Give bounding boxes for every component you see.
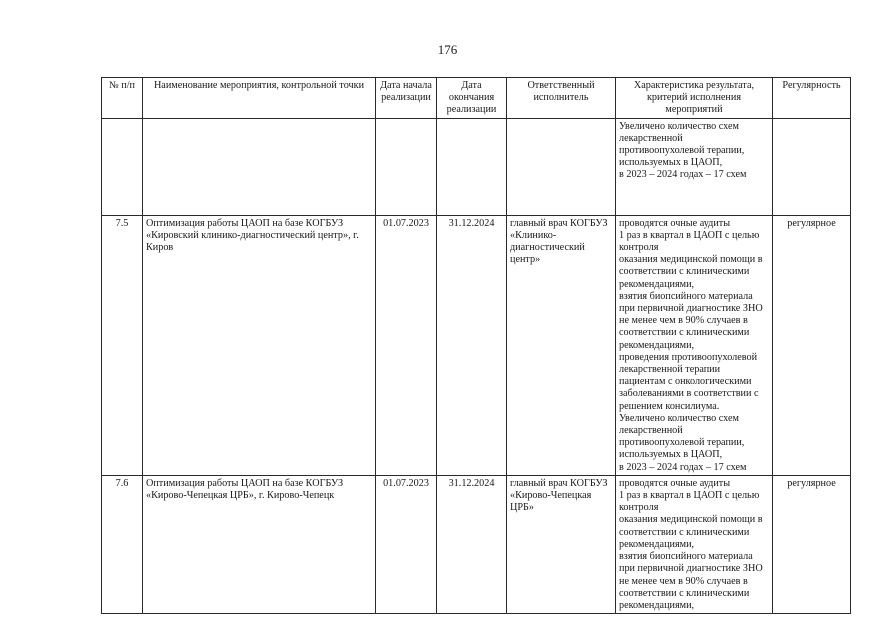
cell-start-date: 01.07.2023 <box>376 475 437 613</box>
cell-num <box>102 118 143 215</box>
page-number: 176 <box>437 42 458 57</box>
result-line: лекарственной <box>619 132 683 144</box>
cell-result <box>616 118 773 215</box>
result-line: используемых в ЦАОП, <box>619 157 723 169</box>
cell-name <box>143 118 376 215</box>
result-line: используемых в ЦАОП, <box>619 449 723 461</box>
cell-num: 7.6 <box>102 475 143 613</box>
result-line: соответствии с клиническими <box>619 327 750 339</box>
result-line: заболеваниями в соответствии с <box>619 388 759 400</box>
cell-num: 7.5 <box>102 215 143 475</box>
cell-end-date: 31.12.2024 <box>437 475 507 613</box>
result-line: соответствии с клиническими <box>619 526 750 538</box>
result-line: Увеличено количество схем <box>619 120 739 132</box>
result-line: пациентам с онкологическими <box>619 376 752 388</box>
result-line: рекомендациями, <box>619 538 695 550</box>
header-result: Характеристика результата, критерий исполнения мероприятий <box>616 78 773 119</box>
result-line: лекарственной терапии <box>619 364 721 376</box>
table-row-7-5 <box>102 215 851 475</box>
cell-result <box>616 475 773 613</box>
result-line: контроля <box>619 502 659 514</box>
cell-start-date: 01.07.2023 <box>376 215 437 475</box>
result-line: Увеличено количество схем <box>619 412 739 424</box>
cell-start-date <box>376 118 437 215</box>
result-line: не менее чем в 90% случаев в <box>619 575 748 587</box>
table-row-7-6 <box>102 475 851 613</box>
cell-end-date: 31.12.2024 <box>437 215 507 475</box>
result-line: рекомендациями, <box>619 599 695 611</box>
result-line: противоопухолевой терапии, <box>619 145 745 157</box>
result-line: проводятся очные аудиты <box>619 217 731 229</box>
cell-regularity <box>773 118 851 215</box>
result-line: рекомендациями, <box>619 339 695 351</box>
result-line: рекомендациями, <box>619 278 695 290</box>
result-line: 1 раз в квартал в ЦАОП с целью <box>619 490 760 502</box>
header-name: Наименование мероприятия, контрольной точки <box>143 78 376 119</box>
cell-regularity: регулярное <box>773 215 851 475</box>
header-start-date: Дата начала реализации <box>376 78 437 119</box>
result-line: при первичной диагностике ЗНО <box>619 303 763 315</box>
table-row-continuation <box>102 118 851 215</box>
header-num: № п/п <box>102 78 143 119</box>
result-line: в 2023 – 2024 годах – 17 схем <box>619 169 747 181</box>
result-line: оказания медицинской помощи в <box>619 514 763 526</box>
cell-regularity: регулярное <box>773 475 851 613</box>
result-line: проведения противоопухолевой <box>619 351 758 363</box>
header-regularity: Регулярность <box>773 78 851 119</box>
result-line: соответствии с клиническими <box>619 587 750 599</box>
activities-table <box>101 77 851 614</box>
result-line: решением консилиума. <box>619 400 720 412</box>
result-line: взятия биопсийного материала <box>619 551 753 563</box>
result-line: соответствии с клиническими <box>619 266 750 278</box>
result-line: лекарственной <box>619 425 683 437</box>
cell-name: Оптимизация работы ЦАОП на базе КОГБУЗ «Кирово-Чепецкая ЦРБ», г. Кирово-Чепецк <box>143 475 376 613</box>
cell-responsible: главный врач КОГБУЗ «Клинико-диагностический центр» <box>507 215 616 475</box>
table-header-row <box>102 78 851 119</box>
cell-name: Оптимизация работы ЦАОП на базе КОГБУЗ «Кировский клинико-диагностический центр», г. Киров <box>143 215 376 475</box>
header-end-date: Дата окончания реализации <box>437 78 507 119</box>
result-line: противоопухолевой терапии, <box>619 437 745 449</box>
result-line: при первичной диагностике ЗНО <box>619 563 763 575</box>
result-line: не менее чем в 90% случаев в <box>619 315 748 327</box>
result-line: в 2023 – 2024 годах – 17 схем <box>619 461 747 473</box>
cell-end-date <box>437 118 507 215</box>
result-line: оказания медицинской помощи в <box>619 254 763 266</box>
result-line: контроля <box>619 242 659 254</box>
result-line: 1 раз в квартал в ЦАОП с целью <box>619 229 760 241</box>
result-line: взятия биопсийного материала <box>619 290 753 302</box>
header-responsible: Ответственный исполнитель <box>507 78 616 119</box>
result-line: проводятся очные аудиты <box>619 477 731 489</box>
cell-result <box>616 215 773 475</box>
cell-responsible <box>507 118 616 215</box>
cell-responsible: главный врач КОГБУЗ «Кирово-Чепецкая ЦРБ» <box>507 475 616 613</box>
